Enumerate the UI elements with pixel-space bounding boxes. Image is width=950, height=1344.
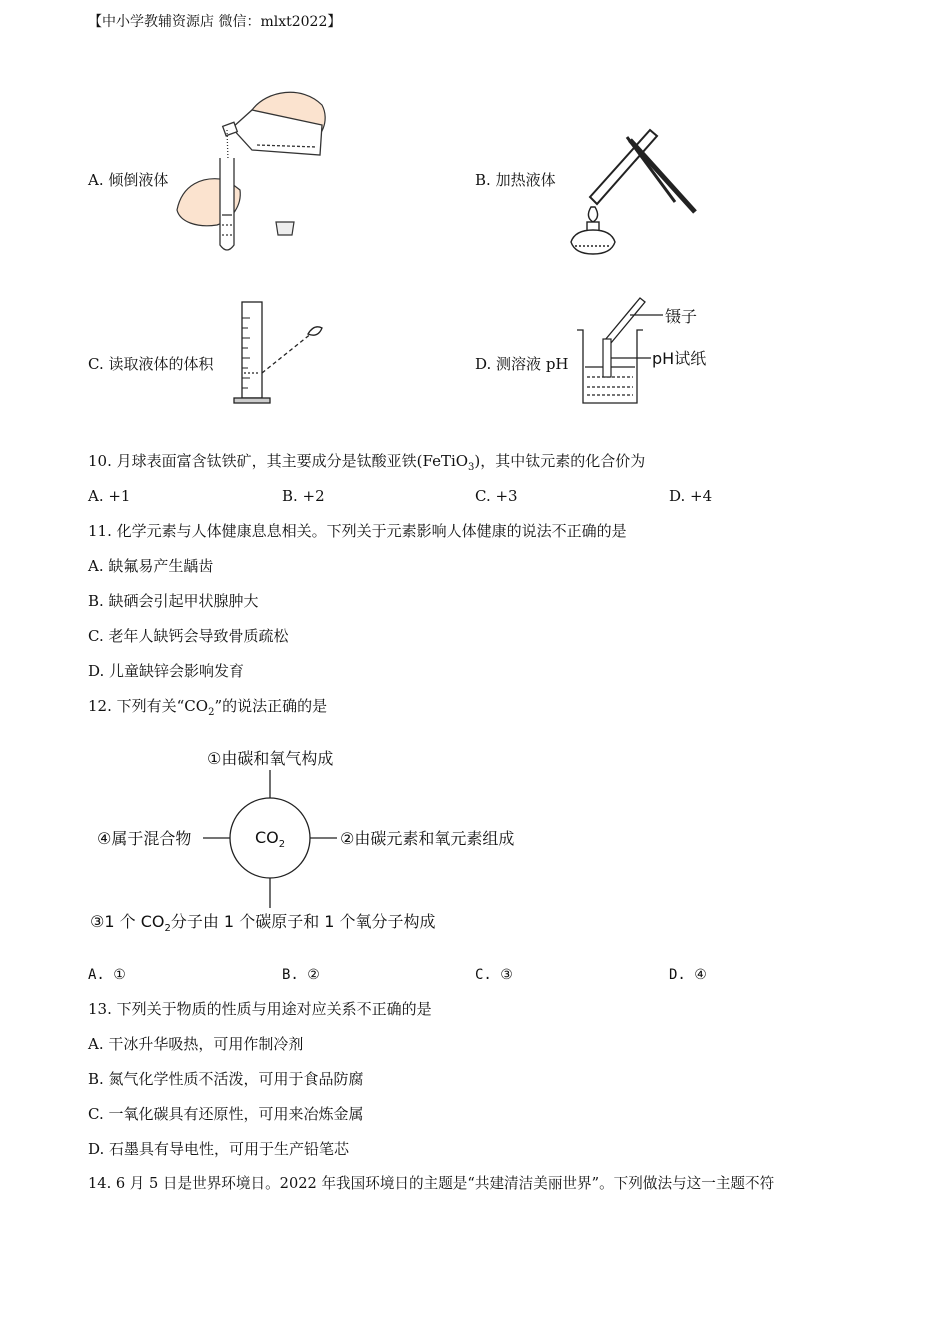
co2-center-label: $CO_2$ [255,828,286,850]
tweezers-label: 镊子 [665,307,698,326]
option-key: A. [88,171,104,189]
eye-icon [308,327,322,335]
option-text: 加热液体 [495,171,556,189]
q13-option-b[interactable]: B. 氮气化学性质不活泼，可用于食品防腐 [88,1070,364,1088]
q10-option-a[interactable]: A. +1 [88,487,131,505]
option-text: 测溶液 pH [496,355,569,373]
ph-paper-icon [603,339,611,377]
q14-stem: 14. 6 月 5 日是世界环境日。2022 年我国环境日的主题是“共建清洁美丽世界”。下列做法与这一主题不符 [88,1175,775,1192]
q13-option-a[interactable]: A. 干冰升华吸热，可用作制冷剂 [88,1035,304,1053]
option-key: D. [475,355,492,373]
q10-stem-text: 10. 月球表面富含钛铁矿，其主要成分是钛酸亚铁(FeTiO [88,452,469,470]
q13-stem: 13. 下列关于物质的性质与用途对应关系不正确的是 [88,1000,432,1018]
q11-option-a[interactable]: A. 缺氟易产生龋齿 [88,557,214,575]
test-tube-icon [220,130,234,250]
stopper-icon [276,222,294,235]
ph-test-illustration [575,295,725,410]
q9-option-c[interactable] [88,354,214,374]
q11-stem: 11. 化学元素与人体健康息息相关。下列关于元素影响人体健康的说法不正确的是 [88,522,627,540]
q10-stem-subscript: 3 [468,462,475,473]
q12-stem-subscript: 2 [208,707,215,718]
co2-concept-diagram [85,740,545,940]
q10-stem [88,451,645,478]
q11-option-b[interactable]: B. 缺硒会引起甲状腺肿大 [88,592,259,610]
heating-liquid-illustration [535,122,705,262]
reading-volume-illustration [230,298,330,408]
sight-line [262,333,312,373]
statement-3: ③1 个 $CO_2$分子由 1 个碳原子和 1 个氧分子构成 [90,912,436,934]
q10-option-b[interactable]: B. +2 [282,487,325,505]
q12-stem-text: 12. 下列有关“CO [88,697,209,715]
q12-stem [88,696,327,723]
q12-option-d[interactable]: D. ④ [669,967,707,983]
statement-1: ①由碳和氧气构成 [207,749,334,768]
q9-option-a[interactable] [88,170,168,190]
q10-option-c[interactable]: C. +3 [475,487,518,505]
option-text: 读取液体的体积 [108,355,214,373]
statement-2: ②由碳元素和氧元素组成 [340,829,515,848]
q13-option-c[interactable]: C. 一氧化碳具有还原性，可用来冶炼金属 [88,1105,364,1123]
ph-paper-label: pH试纸 [652,349,707,368]
page-header: 【中小学教辅资源店 微信：mlxt2022】 [88,14,342,30]
graduated-cylinder-icon [234,302,270,403]
option-text: 倾倒液体 [108,171,169,189]
q12-option-b[interactable]: B. ② [282,967,320,983]
q10-stem-text-end: )，其中钛元素的化合价为 [474,452,646,470]
q11-option-d[interactable]: D. 儿童缺锌会影响发育 [88,662,245,680]
test-tube-clamp-icon [590,130,695,212]
q11-option-c[interactable]: C. 老年人缺钙会导致骨质疏松 [88,627,289,645]
q9-option-d[interactable] [475,354,569,374]
q10-option-d[interactable]: D. +4 [669,487,713,505]
alcohol-lamp-icon [571,207,615,254]
q12-option-a[interactable]: A. ① [88,967,126,983]
q12-stem-text-end: ”的说法正确的是 [214,697,328,715]
pouring-liquid-illustration [172,80,332,260]
option-key: B. [475,171,491,189]
option-key: C. [88,355,104,373]
q12-option-c[interactable]: C. ③ [475,967,513,983]
statement-4: ④属于混合物 [97,829,192,848]
q13-option-d[interactable]: D. 石墨具有导电性，可用于生产铅笔芯 [88,1140,350,1158]
